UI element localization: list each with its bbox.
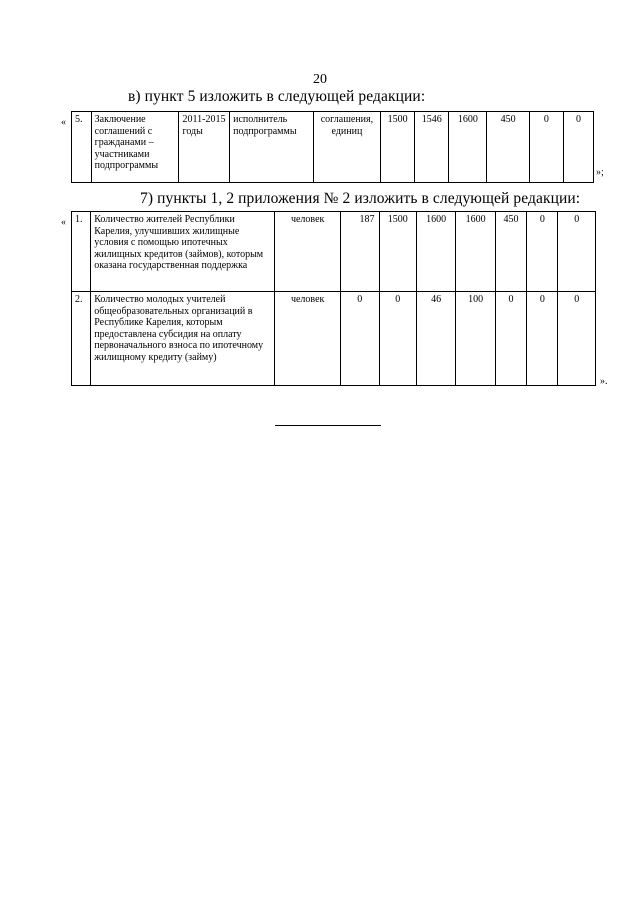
value-cell: 0 <box>558 292 596 386</box>
unit-cell: человек <box>275 292 341 386</box>
value-cell: 0 <box>529 112 563 183</box>
value-cell: 46 <box>416 292 455 386</box>
executor-cell: исполнитель подпрограммы <box>230 112 314 183</box>
value-cell: 0 <box>527 292 558 386</box>
value-cell: 1600 <box>449 112 487 183</box>
separator-line <box>275 425 381 426</box>
value-cell: 1500 <box>381 112 415 183</box>
section-heading-item5: в) пункт 5 изложить в следующей редакции: <box>128 88 426 105</box>
value-cell: 0 <box>527 212 558 292</box>
table-appendix2 <box>71 211 596 386</box>
quote-close-1: »; <box>596 167 604 178</box>
value-cell: 1600 <box>416 212 455 292</box>
value-cell: 0 <box>558 212 596 292</box>
quote-close-2: ». <box>600 376 608 387</box>
value-cell: 1500 <box>379 212 416 292</box>
unit-cell: соглашения, единиц <box>313 112 380 183</box>
value-cell: 450 <box>495 212 526 292</box>
table-row <box>72 112 594 183</box>
value-cell: 0 <box>341 292 379 386</box>
value-cell: 0 <box>379 292 416 386</box>
value-cell: 0 <box>495 292 526 386</box>
value-cell: 187 <box>341 212 379 292</box>
measure-name: Заключение соглашений с гражданами – участниками подпрограммы <box>91 112 179 183</box>
row-number: 5. <box>72 112 92 183</box>
row-number: 2. <box>72 292 91 386</box>
period-cell: 2011-2015 годы <box>179 112 230 183</box>
indicator-name: Количество молодых учителей общеобразовательных организаций в Республике Карелия, которым предоставлена субсидия на оплату первоначального взноса по ипотечному жилищному кредиту (займу) <box>91 292 275 386</box>
quote-open-2: « <box>61 217 66 228</box>
page-number: 20 <box>313 72 327 87</box>
value-cell: 100 <box>456 292 495 386</box>
value-cell: 1546 <box>415 112 449 183</box>
table-item5 <box>71 111 594 183</box>
section-heading-appendix2: 7) пункты 1, 2 приложения № 2 изложить в следующей редакции: <box>140 190 581 207</box>
indicator-name: Количество жителей Республики Карелия, улучшивших жилищные условия с помощью ипотечных жилищных кредитов (займов), которым оказана государственная поддержка <box>91 212 275 292</box>
value-cell: 450 <box>487 112 529 183</box>
table-row <box>72 292 596 386</box>
unit-cell: человек <box>275 212 341 292</box>
value-cell: 1600 <box>456 212 495 292</box>
value-cell: 0 <box>563 112 593 183</box>
row-number: 1. <box>72 212 91 292</box>
quote-open-1: « <box>61 117 66 128</box>
table-row <box>72 212 596 292</box>
